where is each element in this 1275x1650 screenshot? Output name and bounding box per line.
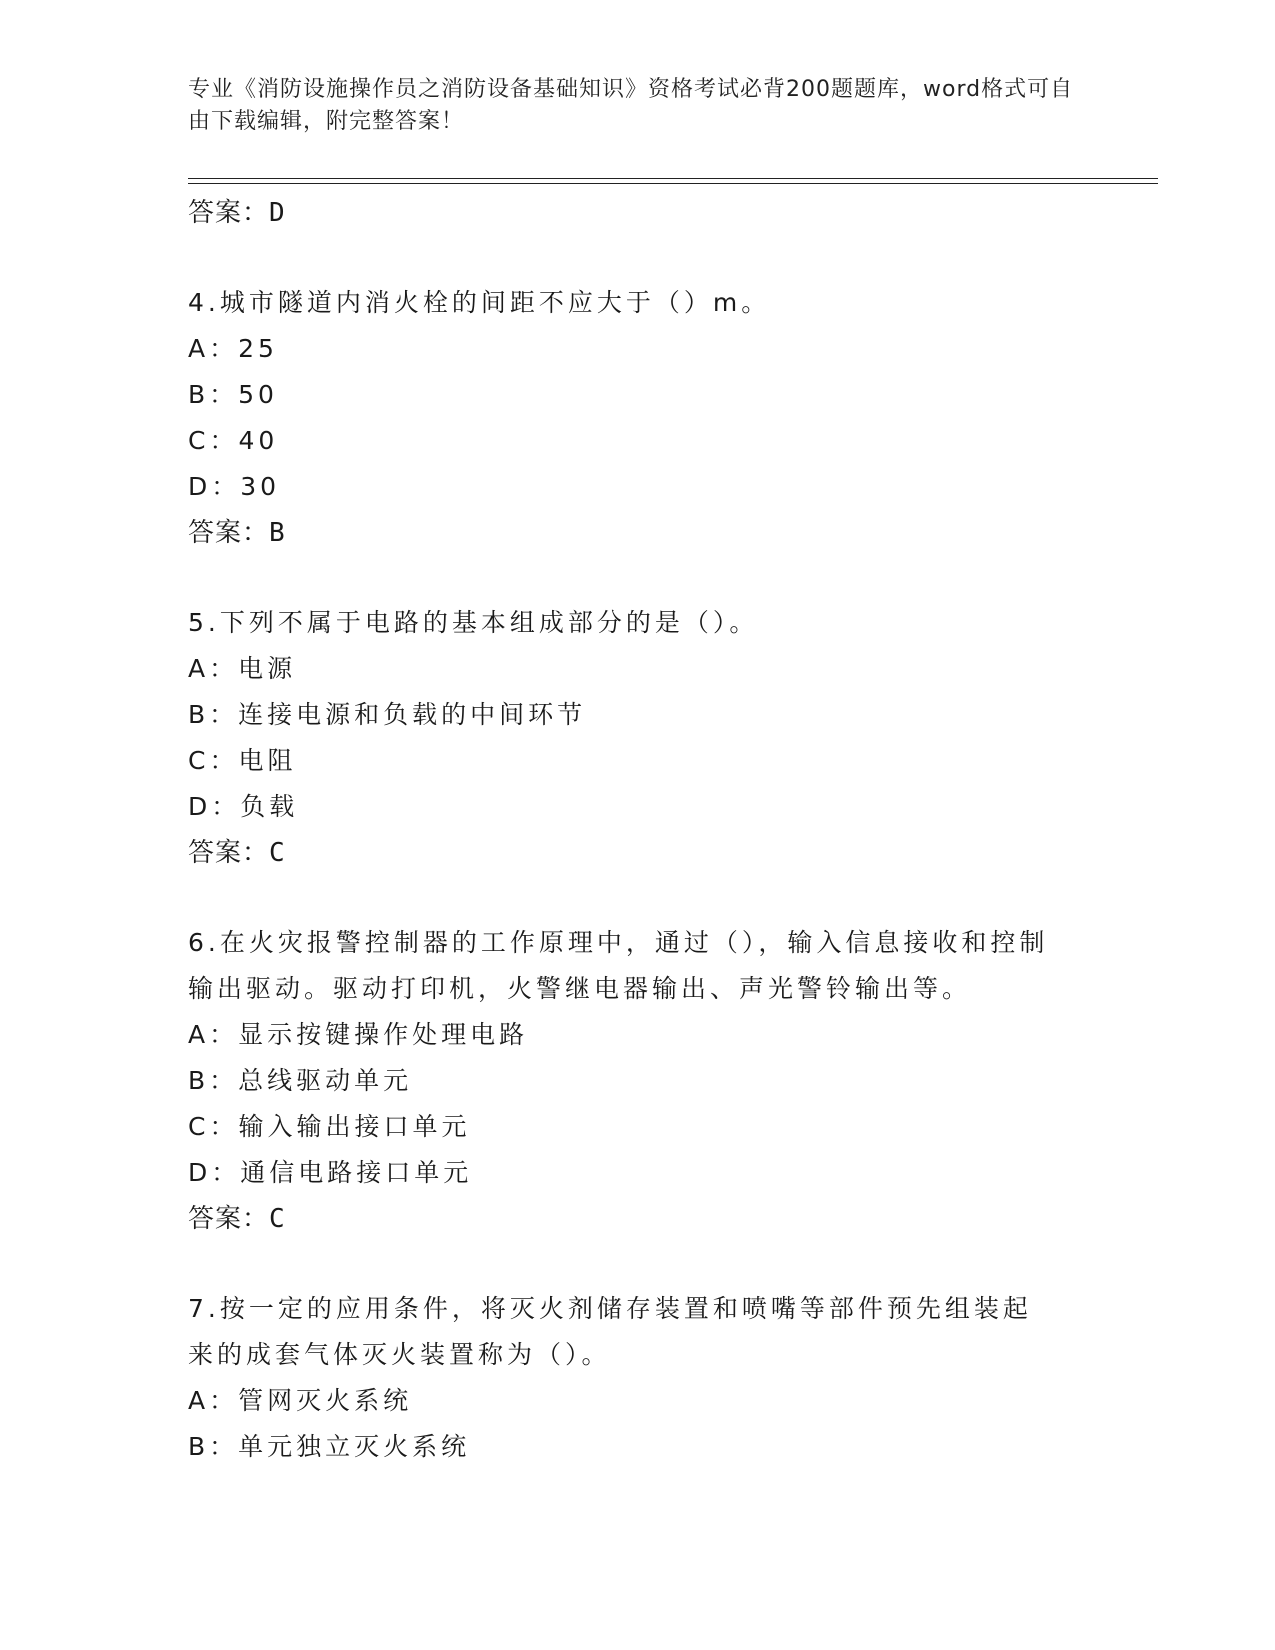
question-stem: 4.城市隧道内消火栓的间距不应大于（）m。 [188, 288, 771, 317]
spacer [188, 876, 1088, 920]
question-4 [188, 280, 1088, 556]
spacer [188, 556, 1088, 600]
option-a: A：显示按键操作处理电路 [188, 1020, 529, 1049]
previous-answer: 答案：D [188, 198, 286, 228]
option-d: D：30 [188, 472, 281, 501]
question-6 [188, 920, 1088, 1242]
option-d: D：通信电路接口单元 [188, 1158, 473, 1187]
option-b: B：单元独立灭火系统 [188, 1432, 471, 1461]
question-5 [188, 600, 1088, 876]
question-list [188, 190, 1088, 1470]
question-7 [188, 1286, 1088, 1470]
option-b: B：连接电源和负载的中间环节 [188, 700, 587, 729]
spacer [188, 236, 1088, 280]
question-answer: 答案：B [188, 518, 286, 548]
question-stem: 7.按一定的应用条件，将灭火剂储存装置和喷嘴等部件预先组装起来的成套气体灭火装置称为（）。 [188, 1294, 1032, 1369]
option-b: B：50 [188, 380, 278, 409]
option-c: C：输入输出接口单元 [188, 1112, 471, 1141]
option-b: B：总线驱动单元 [188, 1066, 413, 1095]
question-stem: 5.下列不属于电路的基本组成部分的是（）。 [188, 608, 759, 637]
question-answer: 答案：C [188, 1204, 286, 1234]
option-d: D：负载 [188, 792, 299, 821]
option-c: C：40 [188, 426, 279, 455]
option-c: C：电阻 [188, 746, 297, 775]
question-stem: 6.在火灾报警控制器的工作原理中，通过（），输入信息接收和控制输出驱动。驱动打印机，火警继电器输出、声光警铃输出等。 [188, 928, 1049, 1003]
spacer [188, 1242, 1088, 1286]
option-a: A：电源 [188, 654, 297, 683]
document-header: 专业《消防设施操作员之消防设备基础知识》资格考试必背200题题库，word格式可自由下载编辑，附完整答案！ [188, 77, 1074, 134]
header-rule-bottom [188, 183, 1158, 184]
header-rule-top [188, 178, 1158, 179]
option-a: A：管网灭火系统 [188, 1386, 413, 1415]
question-answer: 答案：C [188, 838, 286, 868]
option-a: A：25 [188, 334, 278, 363]
